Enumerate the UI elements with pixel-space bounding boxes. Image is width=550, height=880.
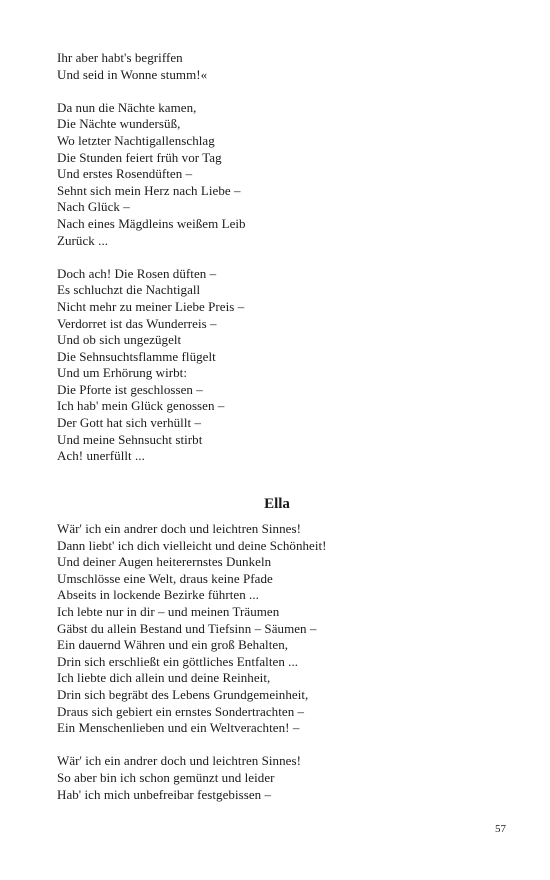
- verse-line: Ich liebte dich allein und deine Reinheit,: [57, 670, 271, 686]
- verse-line: Zurück ...: [57, 232, 109, 248]
- verse-line: Und erstes Rosendüften –: [57, 166, 193, 182]
- verse-line: Doch ach! Die Rosen düften –: [57, 265, 217, 281]
- stanza-gap: [57, 737, 497, 754]
- verse-line: Umschlösse eine Welt, draus keine Pfade: [57, 570, 273, 586]
- verse-line: Wär' ich ein andrer doch und leichtren Sinnes!: [57, 753, 301, 769]
- verse-line: Sehnt sich mein Herz nach Liebe –: [57, 182, 241, 198]
- verse-line: Nach eines Mägdleins weißem Leib: [57, 215, 246, 231]
- verse-line: Es schluchzt die Nachtigall: [57, 282, 201, 298]
- verse-line: Nach Glück –: [57, 199, 130, 215]
- verse-line: Ach! unerfüllt ...: [57, 448, 145, 464]
- stanza-gap: [57, 83, 497, 100]
- verse-line: So aber bin ich schon gemünzt und leider: [57, 769, 275, 785]
- verse-line: Draus sich gebiert ein ernstes Sondertrachten –: [57, 703, 305, 719]
- verse-line: Gäbst du allein Bestand und Tiefsinn – Säumen –: [57, 620, 317, 636]
- verse-line: Die Pforte ist geschlossen –: [57, 381, 203, 397]
- verse-line: Und seid in Wonne stumm!«: [57, 66, 208, 82]
- poem-title: Ella: [264, 496, 290, 512]
- verse-line: Abseits in lockende Bezirke führten ...: [57, 587, 259, 603]
- verse-line: Die Stunden feiert früh vor Tag: [57, 149, 222, 165]
- verse-line: Und deiner Augen heiterernstes Dunkeln: [57, 554, 272, 570]
- verse-line: Und ob sich ungezügelt: [57, 332, 182, 348]
- verse-line: Und um Erhörung wirbt:: [57, 365, 188, 381]
- verse-line: Die Nächte wundersüß,: [57, 116, 181, 132]
- stanza-gap: [57, 249, 497, 266]
- verse-line: Ein Menschenlieben und ein Weltverachten! –: [57, 720, 300, 736]
- poem-ella: [57, 521, 497, 803]
- verse-line: Da nun die Nächte kamen,: [57, 99, 197, 115]
- verse-line: Dann liebt' ich dich vielleicht und deine Schönheit!: [57, 537, 327, 553]
- verse-line: Wo letzter Nachtigallenschlag: [57, 132, 215, 148]
- verse-line: Ein dauernd Währen und ein groß Behalten,: [57, 637, 289, 653]
- poem-continuation: [57, 50, 497, 465]
- verse-line: Die Sehnsuchtsflamme flügelt: [57, 348, 216, 364]
- verse-line: Nicht mehr zu meiner Liebe Preis –: [57, 298, 245, 314]
- verse-line: Der Gott hat sich verhüllt –: [57, 415, 202, 431]
- verse-line: Wär' ich ein andrer doch und leichtren Sinnes!: [57, 521, 301, 536]
- page-number: 57: [495, 823, 506, 835]
- verse-line: Ihr aber habt's begriffen: [57, 50, 183, 65]
- verse-line: Drin sich begräbt des Lebens Grundgemeinheit,: [57, 686, 309, 702]
- verse-line: Und meine Sehnsucht stirbt: [57, 431, 203, 447]
- verse-line: Verdorret ist das Wunderreis –: [57, 315, 217, 331]
- verse-line: Ich hab' mein Glück genossen –: [57, 398, 225, 414]
- verse-line: Ich lebte nur in dir – und meinen Träumen: [57, 603, 280, 619]
- verse-line: Hab' ich mich unbefreibar festgebissen –: [57, 786, 272, 802]
- verse-line: Drin sich erschließt ein göttliches Entfalten ...: [57, 653, 299, 669]
